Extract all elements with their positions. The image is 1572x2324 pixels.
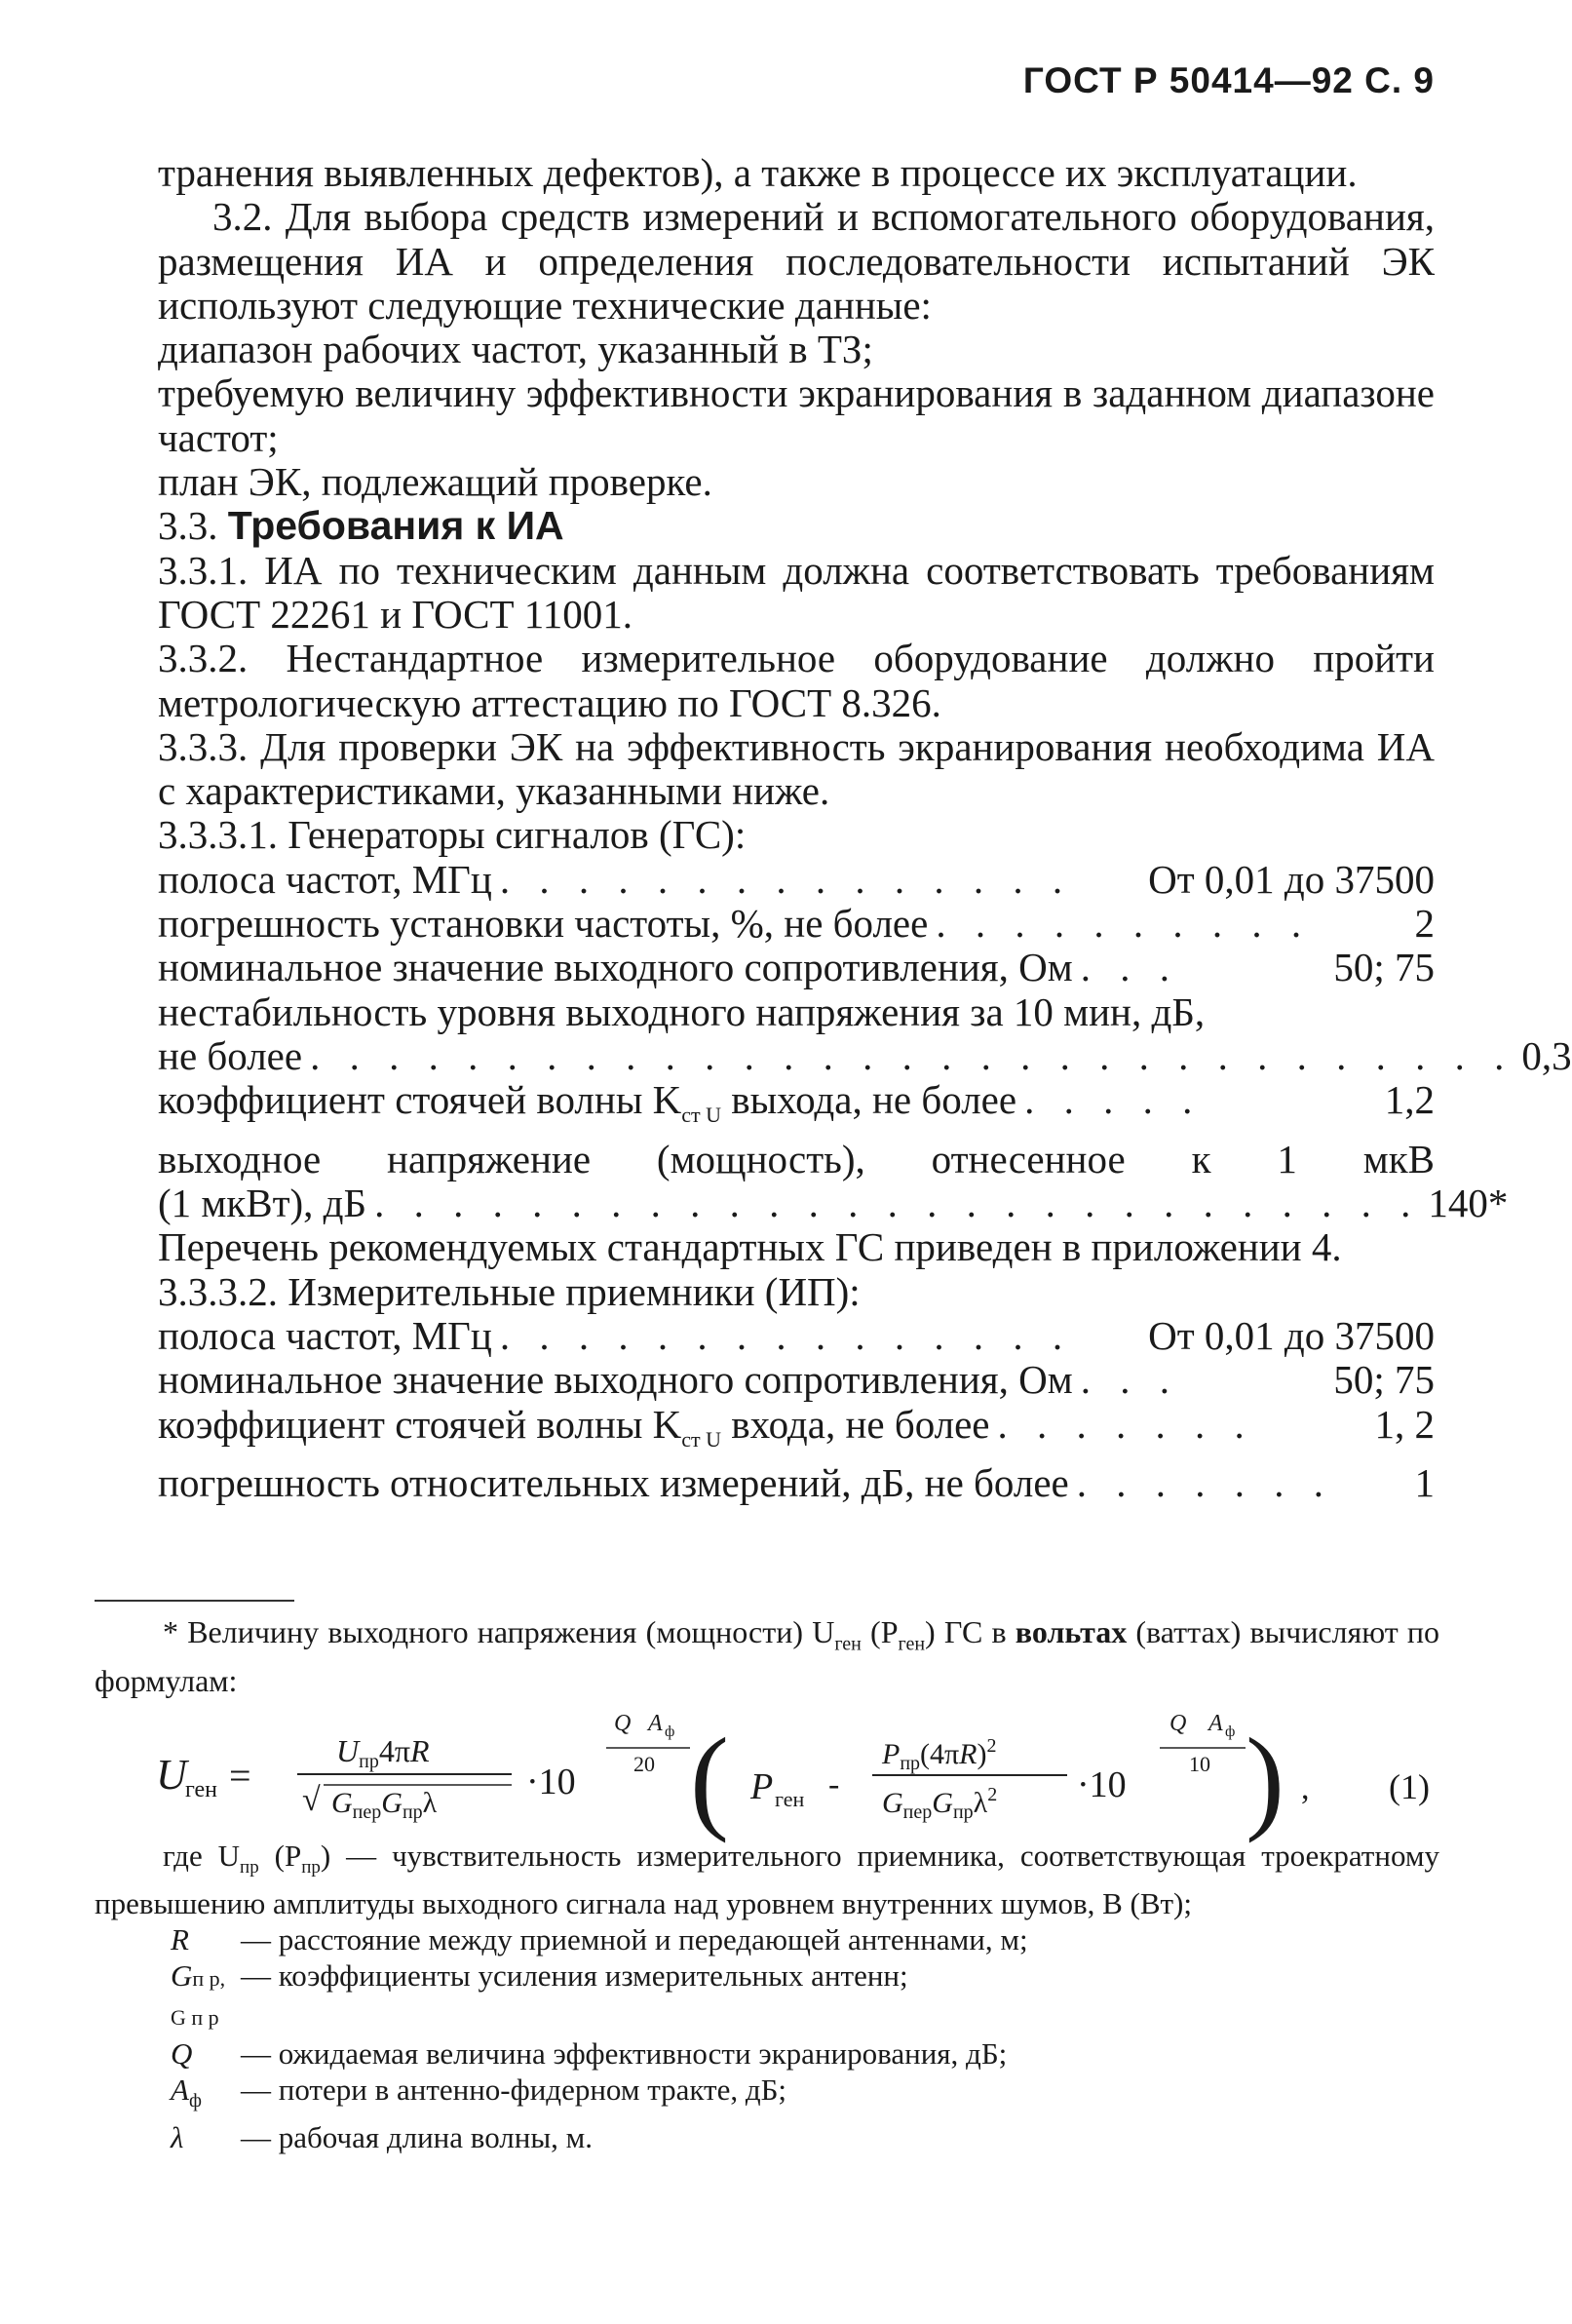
svg-text:√: √	[302, 1782, 321, 1818]
paragraph-3-2: 3.2. Для выбора средств измерений и вспомогательного оборудования, размещения ИА и определения последовательности испытаний ЭК используют следующие технические данные:	[158, 194, 1435, 328]
spec-row: номинальное значение выходного сопротивления, Ом . . . 50; 75	[158, 945, 1435, 990]
definition-row: λ — рабочая длина волны, м.	[171, 2120, 594, 2155]
paragraph-3-3-2: 3.3.2. Нестандартное измерительное оборудование должно пройти метрологическую аттестацию по ГОСТ 8.326.	[158, 636, 1435, 725]
paragraph-3-3-3-2: 3.3.3.2. Измерительные приемники (ИП):	[158, 1268, 861, 1314]
spec-row: нестабильность уровня выходного напряжения за 10 мин, дБ,	[158, 988, 1206, 1034]
formula-definitions	[95, 1838, 1439, 2155]
paragraph-3-3-1: 3.3.1. ИА по техническим данным должна соответствовать требованиям ГОСТ 22261 и ГОСТ 11001.	[158, 547, 1435, 637]
footnote-intro: * Величину выходного напряжения (мощности) $U_{ген}$ $(P_{ген})$ ГС в вольтах (ваттах) вычисляют по формулам:	[95, 1614, 1440, 1699]
svg-text:Pпр(4πR)2: $P_{пр}(4\pi R)^2$	[882, 1735, 997, 1774]
svg-text:20: 20	[633, 1752, 655, 1776]
where-clause: где $U_{пр}$ $(P_{пр})$ — чувствительность измерительного приемника, соответствующая троекратному превышению амплитуды выходного сигнала над уровнем внутренних шумов, В (Вт);	[95, 1839, 1439, 1921]
spec-row: коэффициент стоячей волны $K_{ст U}$ входа, не более . . . . . . . 1, 2	[158, 1401, 1435, 1452]
list-item-plan: план ЭК, подлежащий проверке.	[158, 459, 712, 505]
section-heading-3-3	[158, 504, 1435, 548]
svg-text:,: ,	[1301, 1770, 1310, 1806]
spec-row: полоса частот, МГц . . . . . . . . . . . . . . . От 0,01 до 37500	[158, 856, 1435, 902]
spec-row: (1 мкВт), дБ . . . . . . . . . . . . . . . . . . . . . . . . . . . 140*	[158, 1181, 1509, 1226]
spec-row: полоса частот, МГц . . . . . . . . . . . . . . . От 0,01 до 37500	[158, 1312, 1435, 1358]
definition-row: R — расстояние между приемной и передающей антеннами, м;	[171, 1922, 1028, 1957]
list-item-shielding: требуемую величину эффективности экранирования в заданном диапазоне частот;	[158, 370, 1435, 460]
spec-row: погрешность относительных измерений, дБ, не более . . . . . . . 1	[158, 1459, 1435, 1505]
definition-row: Q — ожидаемая величина эффективности экранирования, дБ;	[171, 2036, 1008, 2072]
svg-text:P: P	[750, 1766, 774, 1807]
spec-row: выходное напряжение (мощность), отнесенное к 1 мкВ	[158, 1136, 1435, 1181]
equation-number: (1)	[1389, 1767, 1430, 1806]
paragraph-continuation: транения выявленных дефектов), а также в процессе их эксплуатации.	[158, 150, 1358, 195]
svg-text:ген: ген	[775, 1787, 805, 1811]
list-item-frequency-range: диапазон рабочих частот, указанный в ТЗ;	[158, 327, 873, 372]
spec-row: коэффициент стоячей волны $K_{ст U}$ выхода, не более . . . . . 1,2	[158, 1077, 1435, 1128]
gs-spec-list	[158, 856, 1572, 1226]
svg-text:10: 10	[1189, 1752, 1210, 1776]
definition-row: $A_ф$ — потери в антенно-фидерном тракте, дБ;	[171, 2072, 787, 2112]
section-title: Требования к ИА	[227, 503, 564, 549]
main-text	[158, 150, 1572, 1505]
spec-row: номинальное значение выходного сопротивления, Ом . . . 50; 75	[158, 1357, 1435, 1403]
spec-row: не более . . . . . . . . . . . . . . . . . . . . . . . . . . . . . . . 0,3	[158, 1032, 1572, 1078]
svg-text:·10: ·10	[1077, 1764, 1127, 1805]
svg-text:A: A	[1208, 1711, 1223, 1736]
paragraph-3-3-3-1: 3.3.3.1. Генераторы сигналов (ГС):	[158, 812, 747, 858]
svg-text:GперGпрλ2: $G_{пер}G_{пр}\lambda^2$	[882, 1784, 998, 1823]
svg-text:=: =	[229, 1754, 251, 1798]
svg-text:ф: ф	[665, 1724, 675, 1740]
footnote-divider	[95, 1600, 294, 1602]
svg-text:·10: ·10	[526, 1762, 576, 1802]
formula-1	[156, 1701, 1452, 1843]
svg-text:Q: Q	[1169, 1711, 1187, 1736]
svg-text:Q: Q	[614, 1711, 632, 1736]
page-header: ГОСТ Р 50414—92 С. 9	[1022, 60, 1435, 100]
svg-text:Uпр4πR: Uпр4πR	[336, 1733, 430, 1772]
svg-text:): )	[1246, 1714, 1284, 1843]
ip-spec-list	[158, 1314, 1435, 1505]
spec-row: погрешность установки частоты, %, не более . . . . . . . . . . 2	[158, 901, 1435, 947]
svg-text:-: -	[828, 1766, 840, 1802]
svg-text:A: A	[648, 1711, 663, 1736]
svg-text:ф: ф	[1225, 1724, 1236, 1740]
section-number: 3.3.	[158, 503, 218, 549]
svg-text:ген: ген	[185, 1777, 218, 1802]
svg-text:U: U	[156, 1751, 187, 1799]
gs-note: Перечень рекомендуемых стандартных ГС приведен в приложении 4.	[158, 1224, 1342, 1270]
paragraph-3-3-3: 3.3.3. Для проверки ЭК на эффективность экранирования необходима ИА с характеристиками, указанными ниже.	[158, 723, 1435, 814]
svg-text:(: (	[690, 1714, 729, 1843]
definition-row: Gп р, G п р — коэффициенты усиления измерительных антенн;	[171, 1958, 908, 2031]
svg-text:GперGпрλ: $G_{пер}G_{пр}\lambda$	[331, 1787, 438, 1823]
